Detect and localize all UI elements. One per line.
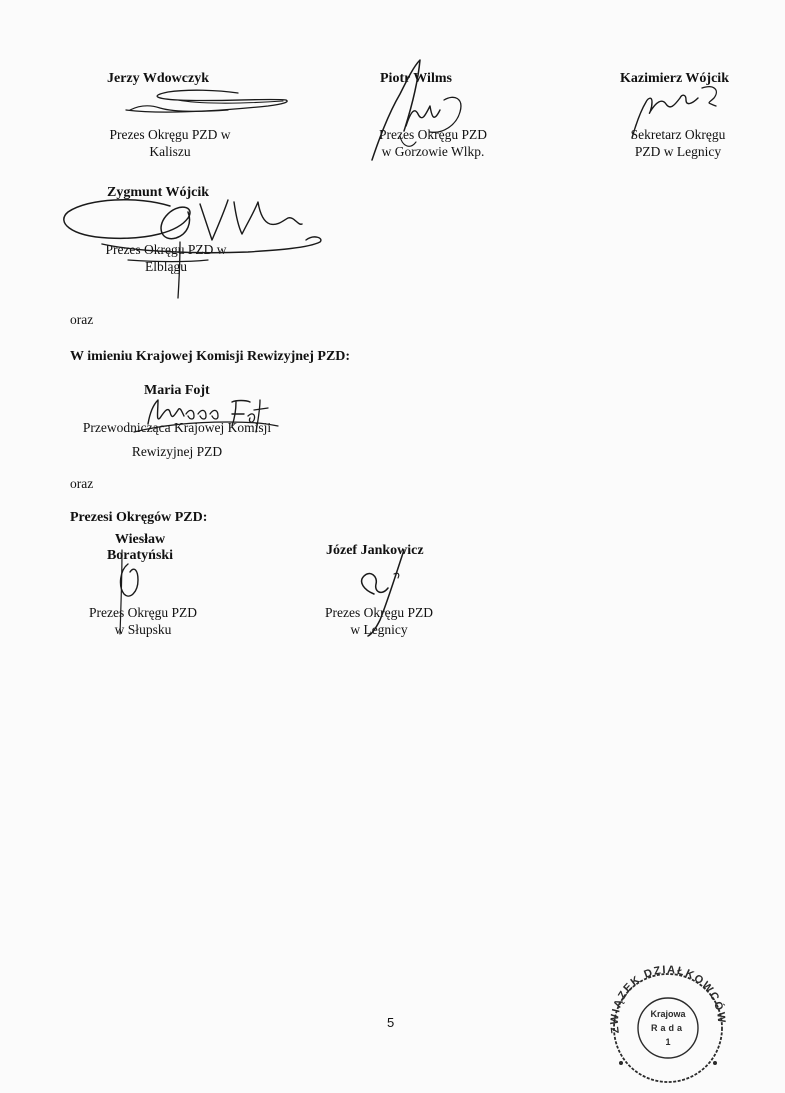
name-line: Wiesław (114, 532, 166, 547)
signatory-name-fojt: Maria Fojt (144, 383, 210, 398)
signatory-role-wilms (379, 126, 487, 160)
role-line: Prezes Okręgu PZD (379, 127, 487, 142)
role-line: Prezes Okręgu PZD w (105, 242, 227, 257)
role-line: Rewizyjnej PZD (131, 444, 223, 459)
presidents-heading: Prezesi Okręgów PZD: (70, 510, 208, 525)
signatory-role-jankowicz (325, 604, 433, 638)
role-line: Sekretarz Okręgu (630, 127, 726, 142)
role-line: w Słupsku (114, 622, 172, 637)
signatory-name-kazimierz-wojcik: Kazimierz Wójcik (620, 71, 729, 86)
role-line: w Gorzowie Wlkp. (381, 144, 485, 159)
oraz-text-2: oraz (70, 476, 94, 491)
role-line: Przewodnicząca Krajowej Komisji (82, 420, 272, 435)
svg-text:ZWIĄZEK DZIAŁKOWCÓW: ZWIĄZEK DZIAŁKOWCÓW (608, 963, 728, 1035)
role-line: Prezes Okręgu PZD (89, 605, 197, 620)
signature-wdowczyk (118, 84, 298, 124)
svg-text:Krajowa: Krajowa (650, 1009, 686, 1019)
role-line: Prezes Okręgu PZD (325, 605, 433, 620)
signatory-role-zygmunt-wojcik (105, 241, 226, 275)
signatory-role-kazimierz-wojcik (631, 126, 726, 160)
role-line: w Legnicy (350, 622, 408, 637)
role-line: Prezes Okręgu PZD w (109, 127, 231, 142)
signatory-name-jankowicz: Józef Jankowicz (326, 543, 424, 558)
signatory-name-wilms: Piotr Wilms (380, 71, 452, 86)
page-number: 5 (387, 1015, 395, 1030)
role-line: Elblągu (144, 259, 187, 274)
svg-text:1: 1 (665, 1037, 671, 1047)
organization-stamp (603, 963, 733, 1083)
signatory-name-boratynski (107, 532, 173, 564)
svg-text:Rada: Rada (650, 1023, 686, 1033)
signatory-role-fojt-line2 (132, 443, 222, 460)
name-line: Boratyński (106, 548, 174, 563)
signatory-name-wdowczyk: Jerzy Wdowczyk (107, 71, 209, 86)
role-line: PZD w Legnicy (634, 144, 722, 159)
signatory-role-wdowczyk (109, 126, 230, 160)
signatory-name-zygmunt-wojcik: Zygmunt Wójcik (107, 185, 210, 200)
signatory-role-boratynski (89, 604, 197, 638)
oraz-text-1: oraz (70, 312, 94, 327)
role-line: Kaliszu (149, 144, 191, 159)
signatory-role-fojt (83, 419, 271, 436)
commission-heading: W imieniu Krajowej Komisji Rewizyjnej PZD: (70, 349, 351, 364)
